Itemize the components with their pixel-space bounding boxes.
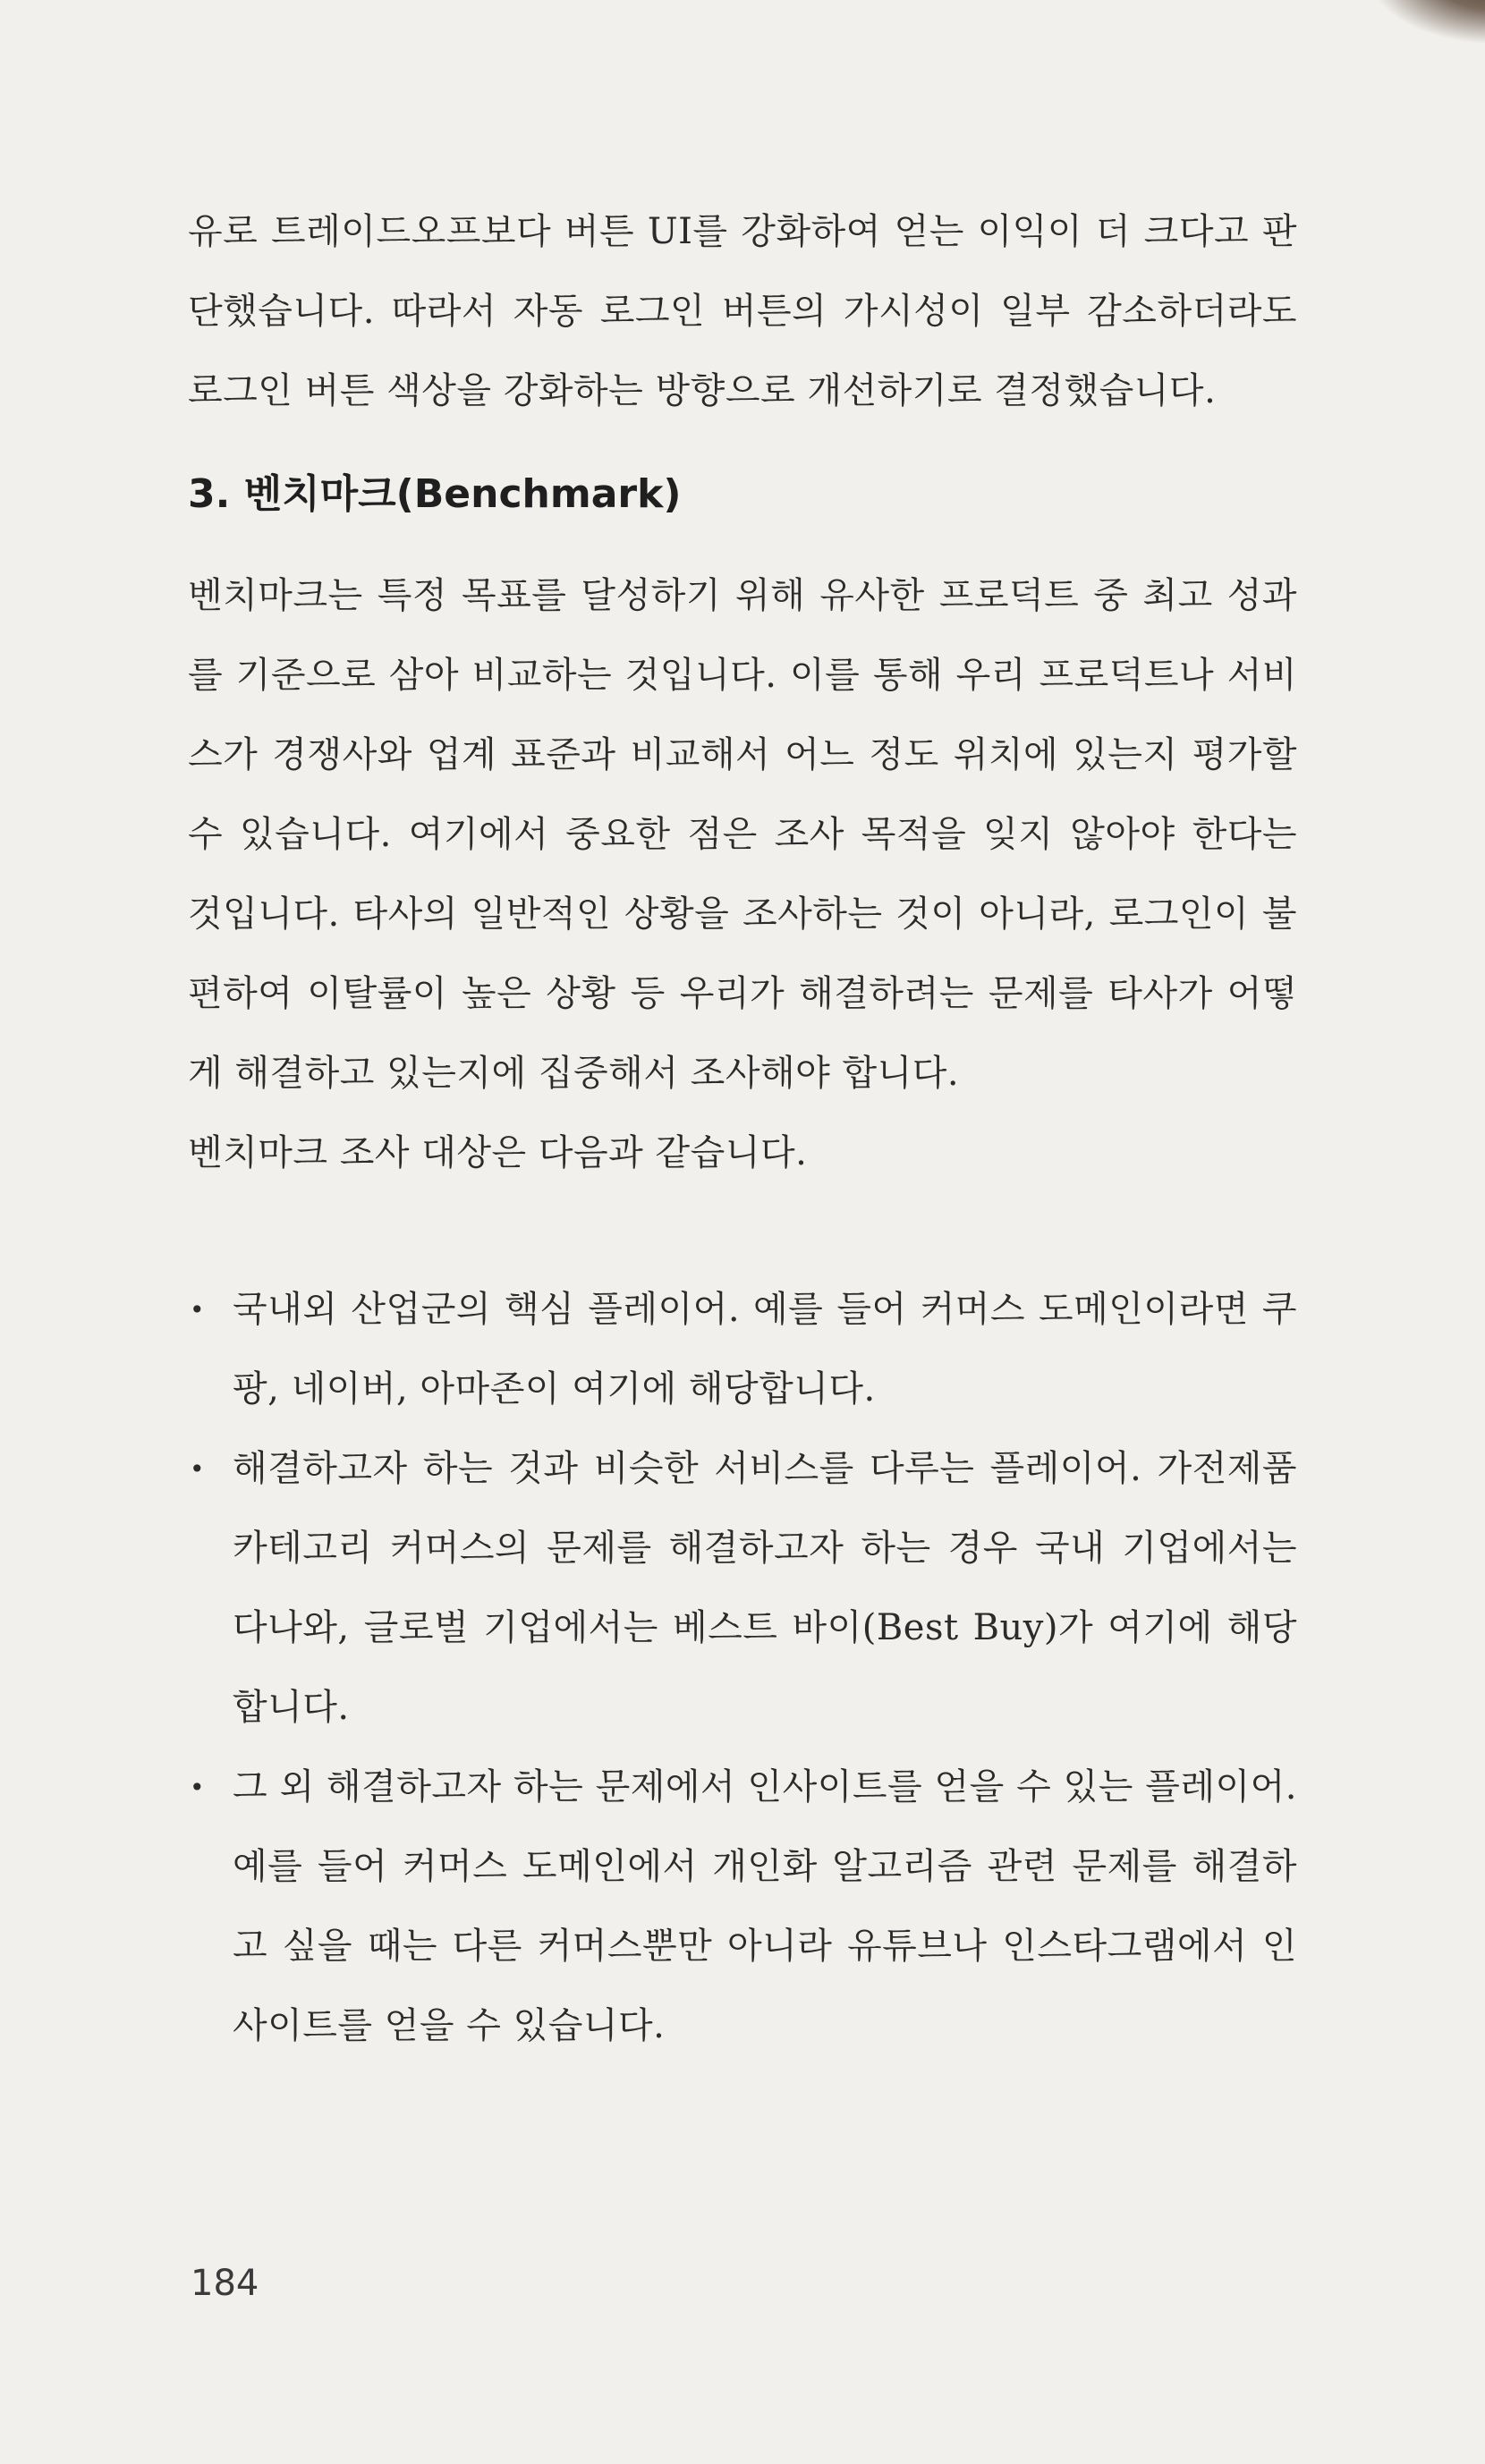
section-paragraph-lead-in: 벤치마크 조사 대상은 다음과 같습니다. (188, 1132, 808, 1173)
section-paragraph: 벤치마크는 특정 목표를 달성하기 위해 유사한 프로덕트 중 최고 성과를 기준으로 삼아 비교하는 것입니다. 이를 통해 우리 프로덕트나 서비스가 경쟁사와 업계 표준과 비교해서 어느 정도 위치에 있는지 평가할 수 있습니다. 여기에서 중요한 점은 조사 목적을 잊지 않아야 한다는 것입니다. 타사의 일반적인 상황을 조사하는 것이 아니라, 로그인이 불편하여 이탈률이 높은 상황 등 우리가 해결하려는 문제를 타사가 어떻게 해결하고 있는지에 집중해서 조사해야 합니다. (188, 575, 1297, 1094)
page-corner-shadow (1369, 0, 1485, 45)
intro-paragraph: 유로 트레이드오프보다 버튼 UI를 강화하여 얻는 이익이 더 크다고 판단했습니다. 따라서 자동 로그인 버튼의 가시성이 일부 감소하더라도 로그인 버튼 색상을 강화하는 방향으로 개선하기로 결정했습니다. (188, 211, 1297, 411)
list-item-text: 그 외 해결하고자 하는 문제에서 인사이트를 얻을 수 있는 플레이어. 예를 들어 커머스 도메인에서 개인화 알고리즘 관련 문제를 해결하고 싶을 때는 다른 커머스뿐만 아니라 유튜브나 인스타그램에서 인사이트를 얻을 수 있습니다. (233, 1766, 1297, 2046)
list-item (188, 1429, 1297, 1748)
list-item (188, 1270, 1297, 1429)
bullet-list (188, 1270, 1297, 2066)
list-item (188, 1748, 1297, 2066)
book-page-content (188, 192, 1297, 2066)
page-number: 184 (191, 2263, 259, 2304)
bullet-marker: • (190, 1295, 206, 1325)
list-item-text: 국내외 산업군의 핵심 플레이어. 예를 들어 커머스 도메인이라면 쿠팡, 네이버, 아마존이 여기에 해당합니다. (233, 1289, 1297, 1410)
section-heading: 3. 벤치마크(Benchmark) (188, 471, 682, 517)
bullet-marker: • (190, 1454, 206, 1484)
bullet-marker: • (190, 1773, 206, 1802)
list-item-text: 해결하고자 하는 것과 비슷한 서비스를 다루는 플레이어. 가전제품 카테고리 커머스의 문제를 해결하고자 하는 경우 국내 기업에서는 다나와, 글로벌 기업에서는 베스트 바이(Best Buy)가 여기에 해당합니다. (233, 1448, 1297, 1728)
